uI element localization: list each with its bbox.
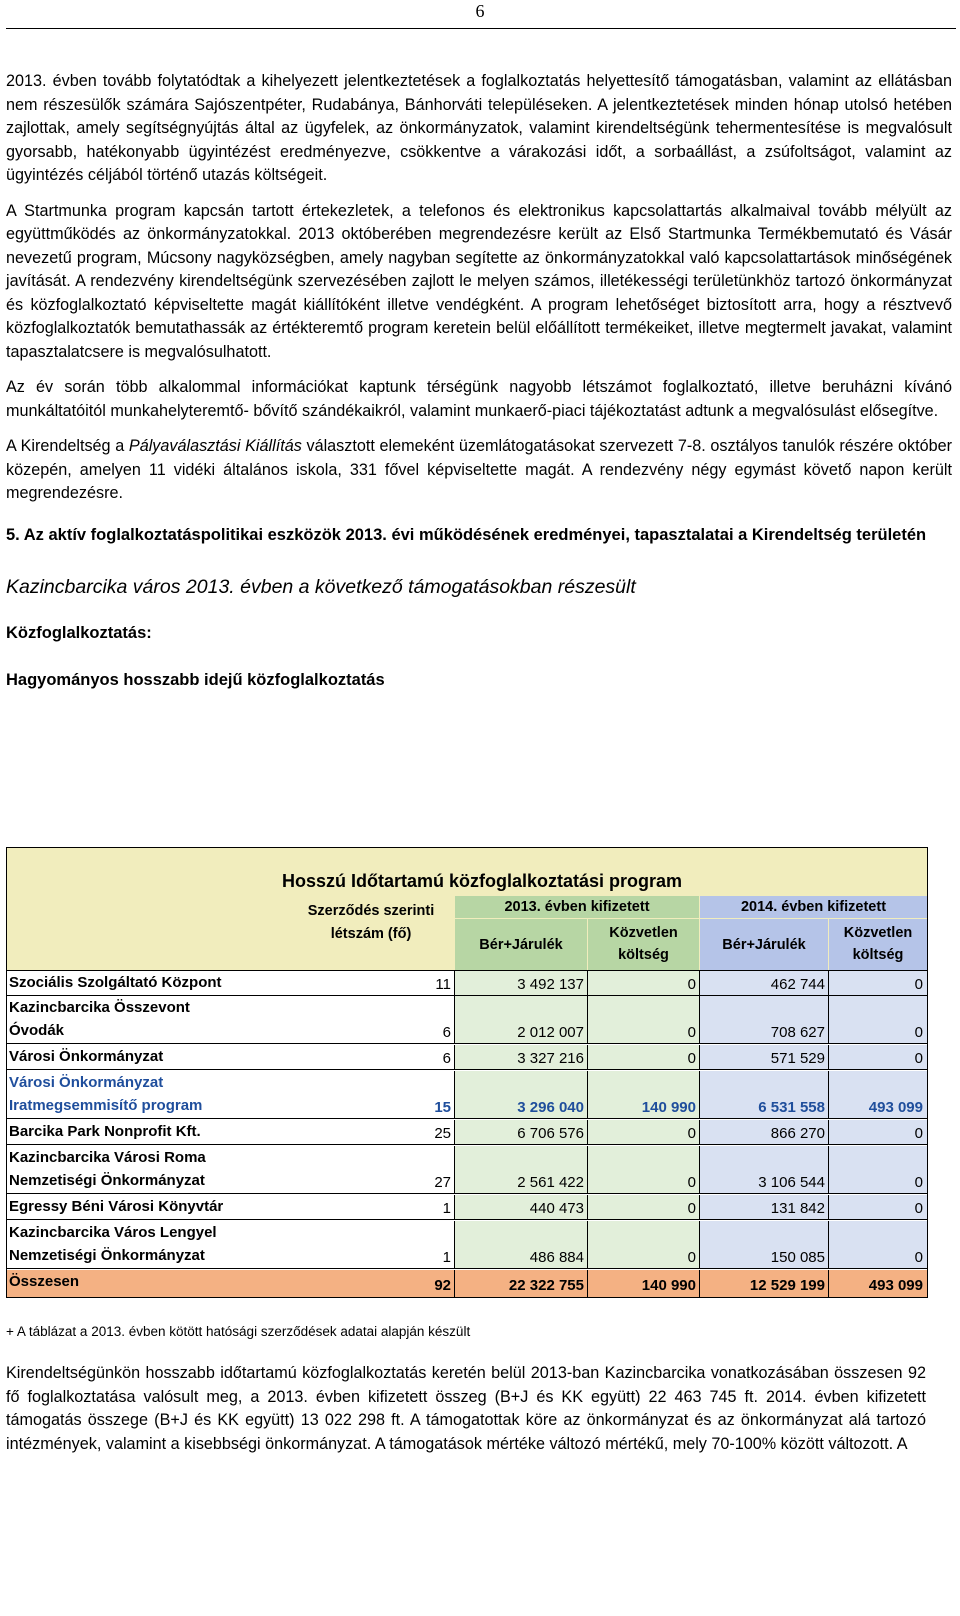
total-direct-cost-2013: 140 990 <box>641 1277 696 1294</box>
direct-cost-2013: 140 990 <box>641 1099 696 1116</box>
table-header <box>7 848 927 970</box>
table-total-row <box>7 1270 927 1297</box>
direct-cost-2013: 0 <box>687 1125 696 1142</box>
institution-name: Egressy Béni Városi Könyvtár <box>9 1198 224 1215</box>
direct-2014-cell <box>829 1045 927 1070</box>
wage-2014: 150 085 <box>770 1249 825 1266</box>
paragraph-startmunka: A Startmunka program kapcsán tartott értekezletek, a telefonos és elektronikus kapcsolattartás alkalmaival tovább mélyült az együttműködés az önkormányzatokkal. 2013 októberében megrendezésre került az Első Startmunka Termékbemutató és Vásár nevezetű program, Múcsony nagyközségben, amely nagyban segítette az önkormányzatokkal való kapcsolattartások minőségének javítását. A rendezvény kirendeltségünk szervezésében zajlott le melyen számos, illetékességi területünkhöz tartozó önkormányzat és közfoglalkoztató képviseltette magát kiállítóként illetve vendégként. A program lehetőséget biztosított arra, hogy a résztvevő közfoglalkoztatók bemutathassák az értékteremtő program keretein belül előállított termékeiket, illetve megtermelt javakat, valamint tapasztalatcsere is megvalósulhatott. <box>6 201 952 361</box>
total-wage-2013: 22 322 755 <box>508 1277 584 1294</box>
paragraph-palyavalasztas-end: választott elemeként üzemlátogatásokat szervezett 7-8. osztályos tanulók részére október közepén, amelyen 11 vidéki általános iskola, 331 fővel képviseltette magát. A rendezvény négy egymást követő napon került megrendezésre. <box>6 437 953 502</box>
header-direct-cost-2013: Közvetlen költség <box>588 919 699 970</box>
direct-2013-cell <box>588 1146 700 1194</box>
table-row <box>7 1045 927 1070</box>
headcount: 15 <box>434 1099 451 1116</box>
wage-2014: 571 529 <box>770 1050 825 1067</box>
institution-name: Szociális Szolgáltató Központ <box>9 974 222 991</box>
institution-name: Városi Önkormányzat Iratmegsemmisítő program <box>9 1074 203 1114</box>
header-paid-2014: 2014. évben kifizetett <box>700 896 927 918</box>
headcount: 25 <box>434 1125 451 1142</box>
direct-cost-2014: 0 <box>914 1024 923 1041</box>
wage-2013: 2 561 422 <box>517 1174 584 1191</box>
direct-2013-cell <box>588 1195 700 1220</box>
event-name: Pályaválasztási Kiállítás <box>128 437 302 455</box>
direct-2013-cell <box>588 1221 700 1269</box>
paragraph-palyavalasztas-start: A Kirendeltség a <box>6 437 129 455</box>
table-title: Hosszú Időtartamú közfoglalkoztatási program <box>281 871 683 891</box>
paragraph-palyavalasztas <box>6 435 952 506</box>
direct-cost-2013: 0 <box>687 976 696 993</box>
direct-cost-2014: 0 <box>914 1174 923 1191</box>
direct-cost-2014: 0 <box>914 976 923 993</box>
wage-2014: 131 842 <box>770 1200 825 1217</box>
wage-2013: 3 327 216 <box>517 1050 584 1067</box>
wage-2013: 3 296 040 <box>517 1099 584 1116</box>
table-row <box>7 970 927 996</box>
wage-2014: 866 270 <box>770 1125 825 1142</box>
wage-2013: 486 884 <box>529 1249 584 1266</box>
wage-2013: 6 706 576 <box>517 1125 584 1142</box>
paragraph-summary: Kirendeltségünkön hosszabb időtartamú közfoglalkoztatás keretén belül 2013-ban Kazincbarcika vonatkozásában összesen 92 fő foglalkoztatása valósult meg, a 2013. évben kifizetett összeg (B+J és KK együtt) 22 463 745 ft. 2014. évben kifizetett támogatás összege (B+J és KK együtt) 13 022 298 ft. A támogatottak köre az önkormányzat és az önkormányzat alá tartozó intézmények, valamint a kisebbségi önkormányzat. A támogatások mértéke változó mértékű, mely 70-100% között változott. A <box>6 1364 926 1453</box>
paragraph-jelentkeztetesek: 2013. évben tovább folytatódtak a kihelyezett jelentkeztetések a foglalkoztatás helyettesítő támogatásban, valamint az ellátásban nem részesülők számára Sajószentpéter, Rudabánya, Bánhorváti településeken. A jelentkeztetések minden hónap utolsó hetében zajlottak, amely segítségnyújtás által az ügyfelek, az önkormányzatok, valamint kirendeltségünk tehermentesítése is megvalósult gyorsabb, hatékonyabb ügyintézést eredményezve, csökkentve a várakozási időt, a sorbaállást, a zsúfoltságot, valamint az ügyintézés céljából történő utazás költségeit. <box>6 72 952 184</box>
wage-2013: 440 473 <box>529 1200 584 1217</box>
public-work-table <box>6 847 928 1298</box>
body-text <box>6 70 952 692</box>
direct-2014-cell <box>829 1120 927 1145</box>
wage-2014: 6 531 558 <box>758 1099 825 1116</box>
total-direct-cost-2014: 493 099 <box>868 1277 923 1294</box>
direct-cost-2014: 493 099 <box>868 1099 923 1116</box>
headcount: 27 <box>434 1174 451 1191</box>
header-direct-cost-2014: Közvetlen költség <box>829 919 927 970</box>
header-rule <box>6 28 956 29</box>
institution-name: Kazincbarcika Város Lengyel Nemzetiségi Önkormányzat <box>9 1224 217 1264</box>
direct-2014-cell <box>829 1146 927 1194</box>
headcount: 6 <box>442 1024 451 1041</box>
wage-2013: 3 492 137 <box>517 976 584 993</box>
direct-2014-cell <box>829 1195 927 1220</box>
table-row <box>7 1195 927 1220</box>
table-row <box>7 996 927 1044</box>
direct-2013-cell <box>588 1045 700 1070</box>
paragraph-informaciok: Az év során több alkalommal információkat kaptunk térségünk nagyobb létszámot foglalkoztató, illetve beruházni kívánó munkáltatóitól munkahelyteremtő- bővítő szándékaikról, valamint munkaerő-piaci tájékoztatást adtunk a megvalósulást elősegítve. <box>6 378 952 420</box>
total-label: Összesen <box>9 1273 80 1290</box>
direct-cost-2014: 0 <box>914 1249 923 1266</box>
table-row <box>7 1221 927 1269</box>
wage-2014: 3 106 544 <box>758 1174 825 1191</box>
institution-name: Kazincbarcika Városi Roma Nemzetiségi Önkormányzat <box>9 1149 206 1189</box>
direct-2014-cell <box>829 996 927 1044</box>
header-wage-2014: Bér+Járulék <box>700 919 828 970</box>
total-headcount: 92 <box>434 1277 451 1294</box>
direct-cost-2014: 0 <box>914 1050 923 1067</box>
total-wage-2014: 12 529 199 <box>749 1277 825 1294</box>
direct-2013-cell <box>588 996 700 1044</box>
wage-2014: 462 744 <box>770 976 825 993</box>
direct-cost-2014: 0 <box>914 1125 923 1142</box>
direct-2013-cell <box>588 1120 700 1145</box>
wage-2013: 2 012 007 <box>517 1024 584 1041</box>
direct-cost-2013: 0 <box>687 1024 696 1041</box>
header-contract-count: Szerződés szerinti létszám (fő) <box>307 903 435 942</box>
table-row <box>7 1120 927 1145</box>
direct-cost-2014: 0 <box>914 1200 923 1217</box>
header-paid-2013: 2013. évben kifizetett <box>455 896 699 918</box>
hagyomanyos-label: Hagyományos hosszabb idejű közfoglalkoztatás <box>6 670 385 689</box>
wage-2014: 708 627 <box>770 1024 825 1041</box>
institution-name: Kazincbarcika Összevont Óvodák <box>9 999 190 1039</box>
direct-cost-2013: 0 <box>687 1050 696 1067</box>
city-support-title: Kazincbarcika város 2013. évben a következő támogatásokban részesült <box>6 575 636 598</box>
page-number: 6 <box>475 1 485 21</box>
direct-cost-2013: 0 <box>687 1174 696 1191</box>
direct-cost-2013: 0 <box>687 1200 696 1217</box>
section-heading: 5. Az aktív foglalkoztatáspolitikai eszközök 2013. évi működésének eredményei, tapasztalatai a Kirendeltség területén <box>6 525 927 544</box>
headcount: 1 <box>442 1249 451 1266</box>
headcount: 11 <box>435 976 451 993</box>
header-wage-2013: Bér+Járulék <box>455 919 587 970</box>
direct-cost-2013: 0 <box>687 1249 696 1266</box>
kozfoglalkoztatas-label: Közfoglalkoztatás: <box>6 623 152 642</box>
headcount: 1 <box>442 1200 451 1217</box>
direct-2013-cell <box>588 971 700 996</box>
table-row-highlighted <box>7 1071 927 1119</box>
direct-2014-cell <box>829 1221 927 1269</box>
headcount: 6 <box>442 1050 451 1067</box>
institution-name: Városi Önkormányzat <box>9 1048 164 1065</box>
table-row <box>7 1146 927 1194</box>
direct-2014-cell <box>829 971 927 996</box>
institution-name: Barcika Park Nonprofit Kft. <box>9 1123 201 1140</box>
table-footnote: + A táblázat a 2013. évben kötött hatósági szerződések adatai alapján készült <box>6 1324 471 1339</box>
